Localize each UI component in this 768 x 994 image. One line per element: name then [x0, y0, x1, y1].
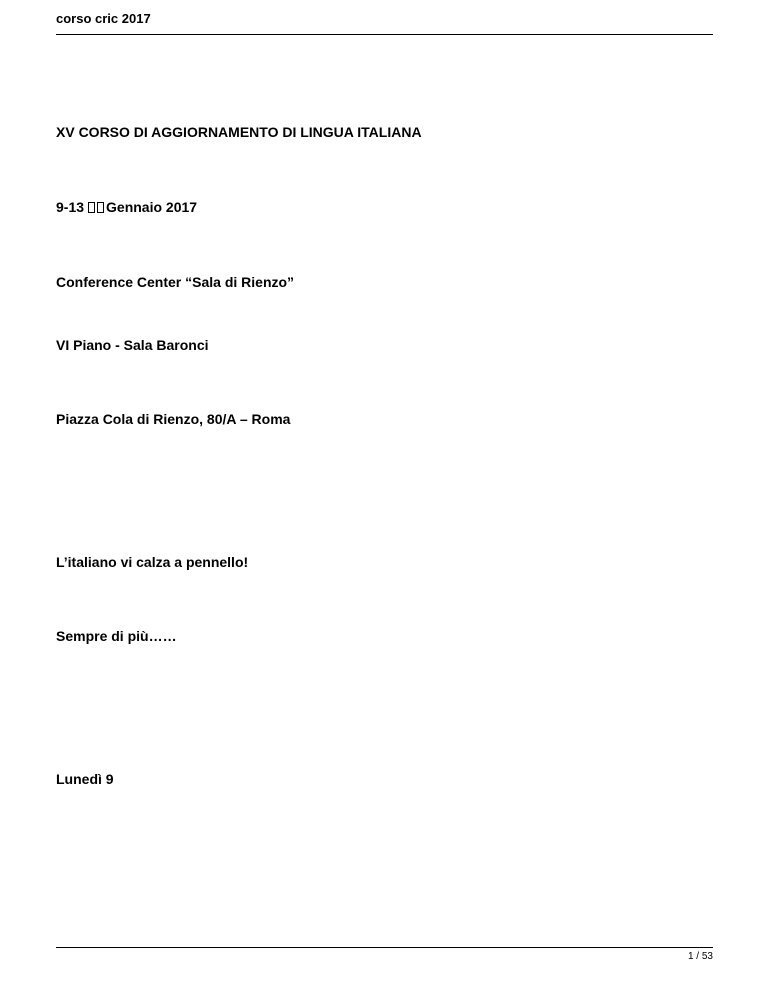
slogan: L’italiano vi calza a pennello!	[56, 554, 249, 570]
tagline: Sempre di più……	[56, 628, 177, 644]
day-heading: Lunedì 9	[56, 771, 114, 787]
missing-glyph-icon	[97, 202, 104, 213]
course-dates	[56, 198, 197, 216]
missing-glyph-icon	[88, 202, 95, 213]
footer-divider	[56, 947, 713, 948]
course-title: XV CORSO DI AGGIORNAMENTO DI LINGUA ITALIANA	[56, 124, 422, 140]
header-divider	[56, 34, 713, 35]
date-range: 9-13	[56, 199, 85, 215]
venue-name: Conference Center “Sala di Rienzo”	[56, 274, 295, 290]
venue-address: Piazza Cola di Rienzo, 80/A – Roma	[56, 411, 291, 427]
date-month-year: Gennaio 2017	[106, 199, 198, 215]
document-header-title: corso cric 2017	[56, 11, 151, 26]
page-number: 1 / 53	[687, 951, 713, 962]
venue-floor: VI Piano - Sala Baronci	[56, 337, 209, 353]
